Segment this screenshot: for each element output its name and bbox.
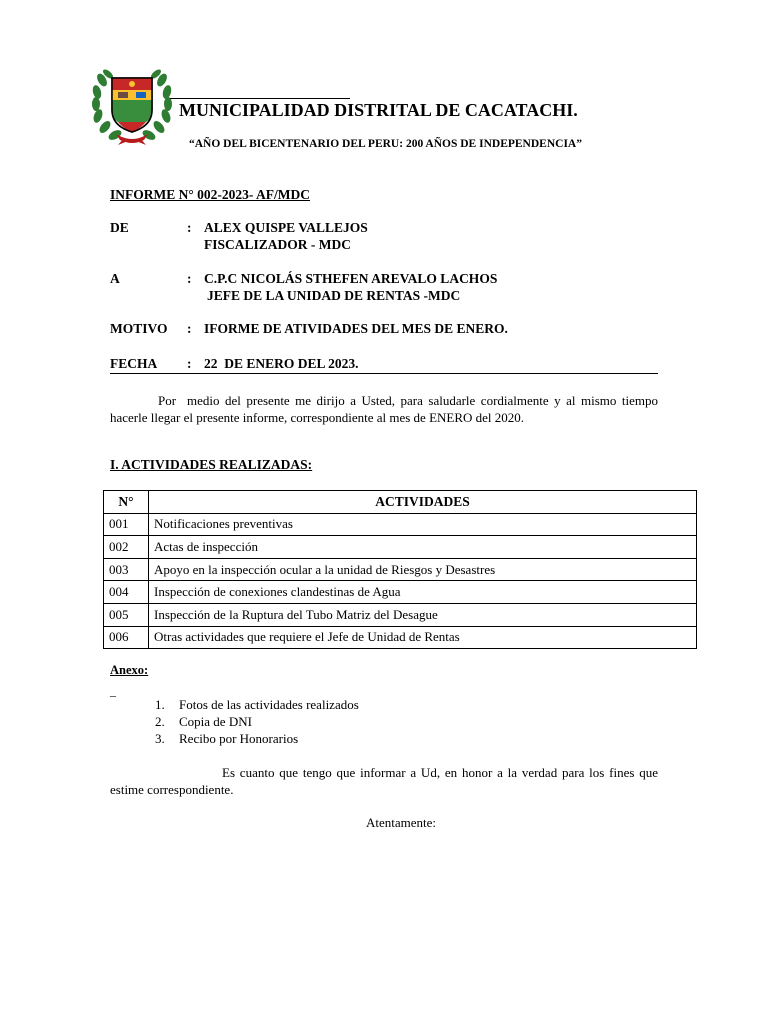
intro-paragraph bbox=[110, 392, 662, 426]
column-header-activities: ACTIVIDADES bbox=[149, 491, 697, 514]
de-label: DE bbox=[110, 220, 129, 235]
motivo-colon: : bbox=[187, 321, 192, 336]
table-row bbox=[104, 513, 697, 536]
de-colon: : bbox=[187, 220, 192, 235]
row-number: 004 bbox=[104, 581, 149, 604]
fecha-rule bbox=[110, 373, 658, 374]
closing-text: Es cuanto que tengo que informar a Ud, en honor a la verdad para los fines que estime correspondiente. bbox=[110, 765, 658, 797]
intro-text: Por medio del presente me dirijo a Usted, para saludarle cordialmente y al mismo tiempo hacerle llegar el presente informe, correspondiente al mes de ENERO del 2020. bbox=[110, 393, 662, 425]
table-header-row bbox=[104, 491, 697, 514]
list-item-text: Copia de DNI bbox=[179, 714, 252, 729]
recipient-role: JEFE DE LA UNIDAD DE RENTAS -MDC bbox=[207, 288, 461, 303]
year-motto: “AÑO DEL BICENTENARIO DEL PERU: 200 AÑOS DE INDEPENDENCIA” bbox=[189, 138, 582, 150]
list-item-text: Recibo por Honorarios bbox=[179, 731, 299, 746]
row-number: 001 bbox=[104, 513, 149, 536]
list-item bbox=[155, 713, 359, 730]
report-number: INFORME N° 002-2023- AF/MDC bbox=[110, 187, 311, 202]
motivo-value: IFORME DE ATIVIDADES DEL MES DE ENERO. bbox=[204, 321, 508, 336]
municipal-coat-of-arms-icon bbox=[88, 66, 176, 146]
table-row bbox=[104, 581, 697, 604]
list-item bbox=[155, 696, 359, 713]
recipient-name: C.P.C NICOLÁS STHEFEN AREVALO LACHOS bbox=[204, 271, 498, 286]
row-activity: Actas de inspección bbox=[149, 536, 697, 559]
header-rule bbox=[170, 98, 350, 99]
annex-list bbox=[155, 696, 359, 747]
row-activity: Otras actividades que requiere el Jefe de Unidad de Rentas bbox=[149, 626, 697, 649]
motivo-label: MOTIVO bbox=[110, 321, 168, 336]
fecha-label: FECHA bbox=[110, 356, 158, 371]
list-item bbox=[155, 730, 359, 747]
sender-name: ALEX QUISPE VALLEJOS bbox=[204, 220, 368, 235]
row-number: 003 bbox=[104, 558, 149, 581]
annex-label: Anexo: bbox=[110, 663, 149, 677]
list-item-number: 1. bbox=[155, 697, 165, 712]
annex-dash: _ bbox=[110, 684, 116, 698]
signoff: Atentamente: bbox=[366, 815, 437, 830]
list-item-text: Fotos de las actividades realizados bbox=[179, 697, 359, 712]
row-number: 006 bbox=[104, 626, 149, 649]
closing-paragraph bbox=[110, 764, 658, 798]
row-number: 005 bbox=[104, 603, 149, 626]
municipality-title: MUNICIPALIDAD DISTRITAL DE CACATACHI. bbox=[179, 100, 578, 120]
list-item-number: 2. bbox=[155, 714, 165, 729]
activities-table bbox=[103, 490, 697, 649]
sender-role: FISCALIZADOR - MDC bbox=[204, 237, 352, 252]
table-row bbox=[104, 536, 697, 559]
fecha-value: 22 DE ENERO DEL 2023. bbox=[204, 356, 359, 371]
list-item-number: 3. bbox=[155, 731, 165, 746]
table-row bbox=[104, 626, 697, 649]
row-activity: Inspección de conexiones clandestinas de Agua bbox=[149, 581, 697, 604]
column-header-number: N° bbox=[104, 491, 149, 514]
row-number: 002 bbox=[104, 536, 149, 559]
a-colon: : bbox=[187, 271, 192, 286]
row-activity: Apoyo en la inspección ocular a la unidad de Riesgos y Desastres bbox=[149, 558, 697, 581]
table-row bbox=[104, 603, 697, 626]
fecha-colon: : bbox=[187, 356, 192, 371]
row-activity: Inspección de la Ruptura del Tubo Matriz del Desague bbox=[149, 603, 697, 626]
activities-heading: I. ACTIVIDADES REALIZADAS: bbox=[110, 457, 313, 472]
table-row bbox=[104, 558, 697, 581]
row-activity: Notificaciones preventivas bbox=[149, 513, 697, 536]
a-label: A bbox=[110, 271, 120, 286]
